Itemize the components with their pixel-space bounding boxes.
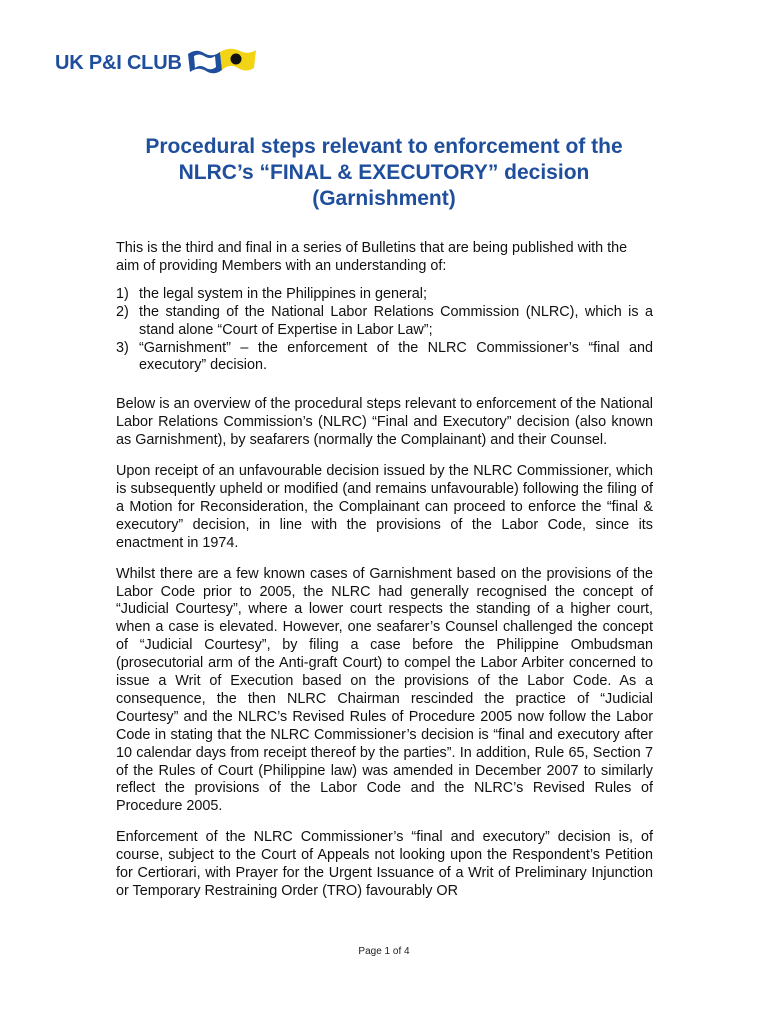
overview-paragraph: Below is an overview of the procedural steps relevant to enforcement of the National Labor Relations Commission’s (NLRC) “Final and Executory” decision (also known as Garnishment), by seafarers (normally the Complainant) and their Counsel. — [116, 396, 653, 449]
judicial-courtesy-paragraph: Whilst there are a few known cases of Garnishment based on the provisions of the Labor Code prior to 2005, the NLRC had generally recognised the concept of “Judicial Courtesy”, where a lower court respects the standing of a higher court, when a case is elevated. However, one seafarer’s Counsel challenged the concept of “Judicial Courtesy”, by filing a case before the Philippine Ombudsman (prosecutorial arm of the Anti-graft Court) to compel the Labor Arbiter concerned to issue a Writ of Execution based on the provisions of the Labor Code. As a consequence, the then NLRC Chairman rescinded the practice of “Judicial Courtesy” and the NLRC’s Revised Rules of Procedure 2005 now follow the Labor Code in stating that the NLRC Commissioner’s decision is “final and executory after 10 calendar days from receipt thereof by the parties”. In addition, Rule 65, Section 7 of the Rules of Court (Philippine law) was amended in December 2007 to similarly reflect the provisions of the Labor Code and the NLRC’s Revised Rules of Procedure 2005. — [116, 565, 653, 815]
list-item-number: 2) — [116, 303, 129, 320]
list-item — [116, 304, 653, 340]
enforcement-paragraph: Enforcement of the NLRC Commissioner’s “final and executory” decision is, of course, subject to the Court of Appeals not looking upon the Respondent’s Petition for Certiorari, with Prayer for the Urgent Issuance of a Writ of Preliminary Injunction or Temporary Restraining Order (TRO) favourably OR — [116, 829, 653, 899]
list-item-text: the standing of the National Labor Relations Commission (NLRC), which is a stand alone “Court of Expertise in Labor Law”; — [139, 303, 653, 338]
title-line-3: (Garnishment) — [312, 187, 456, 210]
club-logo-text: UK P&I CLUB — [55, 52, 182, 74]
list-item-number: 3) — [116, 339, 129, 356]
list-item-text: the legal system in the Philippines in general; — [139, 285, 427, 302]
title-line-2: NLRC’s “FINAL & EXECUTORY” decision — [178, 161, 590, 184]
unfavourable-decision-paragraph: Upon receipt of an unfavourable decision issued by the NLRC Commissioner, which is subsequently upheld or modified (and remains unfavourable) following the filing of a Motion for Reconsideration, the Complainant can proceed to enforce the “final & executory” decision, in line with the provisions of the Labor Code, since its enactment in 1974. — [116, 463, 653, 551]
signal-flags-logo-icon — [186, 46, 258, 81]
bulletin-body — [116, 240, 653, 914]
list-item — [116, 340, 653, 376]
list-item — [116, 286, 653, 304]
title-line-1: Procedural steps relevant to enforcement of the — [145, 135, 623, 158]
topics-list — [116, 286, 653, 376]
page-number: Page 1 of 4 — [358, 946, 410, 957]
list-item-number: 1) — [116, 285, 129, 302]
page-title — [80, 134, 688, 212]
header — [55, 46, 258, 81]
intro-paragraph: This is the third and final in a series of Bulletins that are being published with the aim of providing Members with an understanding of: — [116, 240, 628, 274]
list-item-text: “Garnishment” – the enforcement of the NLRC Commissioner’s “final and executory” decision. — [139, 339, 653, 374]
